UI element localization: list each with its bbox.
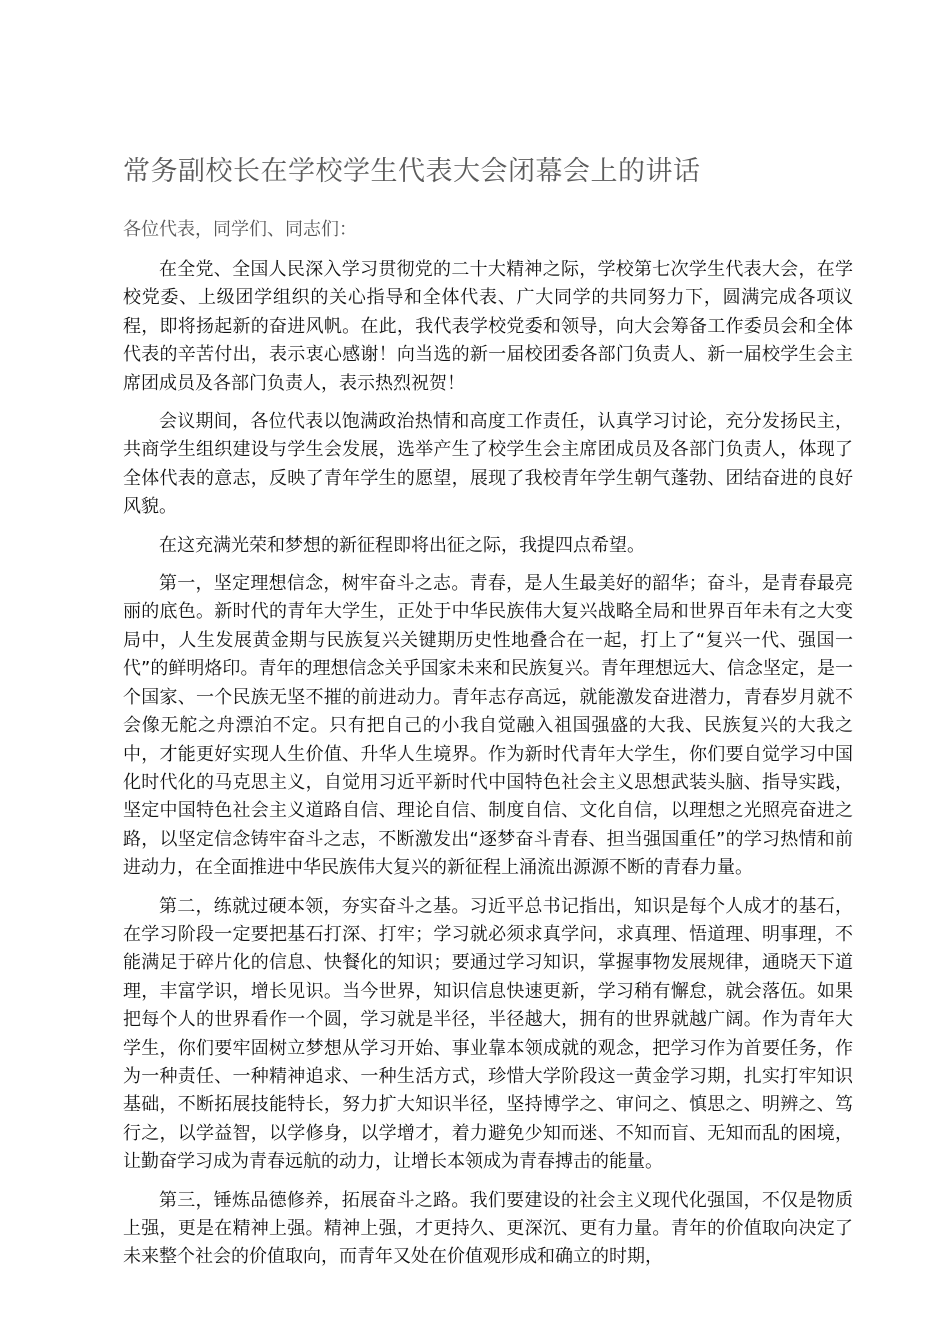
paragraph-four-hopes-intro: 在这充满光荣和梦想的新征程即将出征之际，我提四点希望。 (159, 534, 645, 556)
paragraph-meeting-summary: 会议期间，各位代表以饱满政治热情和高度工作责任，认真学习讨论，充分发扬民主，共商学生组织建设与学生会发展，选举产生了校学生会主席团成员及各部门负责人，体现了全体代表的意志，反映了青年学生的愿望，展现了我校青年学生朝气蓬勃、团结奋进的良好风貌。 (123, 411, 853, 518)
paragraph-second-hope: 第二，练就过硬本领，夯实奋斗之基。习近平总书记指出，知识是每个人成才的基石，在学习阶段一定要把基石打深、打牢；学习就必须求真学问，求真理、悟道理、明事理，不能满足于碎片化的信息、快餐化的知识；要通过学习知识，掌握事物发展规律，通晓天下道理，丰富学识，增长见识。当今世界，知识信息快速更新，学习稍有懈怠，就会落伍。如果把每个人的世界看作一个圆，学习就是半径，半径越大，拥有的世界就越广阔。作为青年大学生，你们要牢固树立梦想从学习开始、事业靠本领成就的观念，把学习作为首要任务，作为一种责任、一种精神追求、一种生活方式，珍惜大学阶段这一黄金学习期，扎实打牢知识基础，不断拓展技能特长，努力扩大知识半径，坚持博学之、审问之、慎思之、明辨之、笃行之，以学益智，以学修身，以学增才，着力避免少知而迷、不知而盲、无知而乱的困境，让勤奋学习成为青春远航的动力，让增长本领成为青春搏击的能量。 (123, 895, 853, 1173)
document-title: 常务副校长在学校学生代表大会闭幕会上的讲话 (123, 156, 701, 187)
paragraph-first-hope: 第一，坚定理想信念，树牢奋斗之志。青春，是人生最美好的韶华；奋斗，是青春最亮丽的底色。新时代的青年大学生，正处于中华民族伟大复兴战略全局和世界百年未有之大变局中，人生发展黄金期与民族复兴关键期历史性地叠合在一起，打上了“复兴一代、强国一代”的鲜明烙印。青年的理想信念关乎国家未来和民族复兴。青年理想远大、信念坚定，是一个国家、一个民族无坚不摧的前进动力。青年志存高远，就能激发奋进潜力，青春岁月就不会像无舵之舟漂泊不定。只有把自己的小我自觉融入祖国强盛的大我、民族复兴的大我之中，才能更好实现人生价值、升华人生境界。作为新时代青年大学生，你们要自觉学习中国化时代化的马克思主义，自觉用习近平新时代中国特色社会主义思想武装头脑、指导实践，坚定中国特色社会主义道路自信、理论自信、制度自信、文化自信，以理想之光照亮奋进之路，以坚定信念铸牢奋斗之志，不断激发出“逐梦奋斗青春、担当强国重任”的学习热情和前进动力，在全面推进中华民族伟大复兴的新征程上涌流出源源不断的青春力量。 (123, 573, 853, 879)
paragraph-opening: 在全党、全国人民深入学习贯彻党的二十大精神之际，学校第七次学生代表大会，在学校党委、上级团学组织的关心指导和全体代表、广大同学的共同努力下，圆满完成各项议程，即将扬起新的奋进风帆。在此，我代表学校党委和领导，向大会筹备工作委员会和全体代表的辛苦付出，表示衷心感谢！向当选的新一届校团委各部门负责人、新一届校学生会主席团成员及各部门负责人，表示热烈祝贺！ (123, 259, 853, 394)
paragraph-third-hope: 第三，锤炼品德修养，拓展奋斗之路。我们要建设的社会主义现代化强国，不仅是物质上强，更是在精神上强。精神上强，才更持久、更深沉、更有力量。青年的价值取向决定了未来整个社会的价值取向，而青年又处在价值观形成和确立的时期， (123, 1189, 853, 1268)
salutation: 各位代表，同学们、同志们： (123, 219, 357, 240)
document-body (123, 152, 853, 1282)
